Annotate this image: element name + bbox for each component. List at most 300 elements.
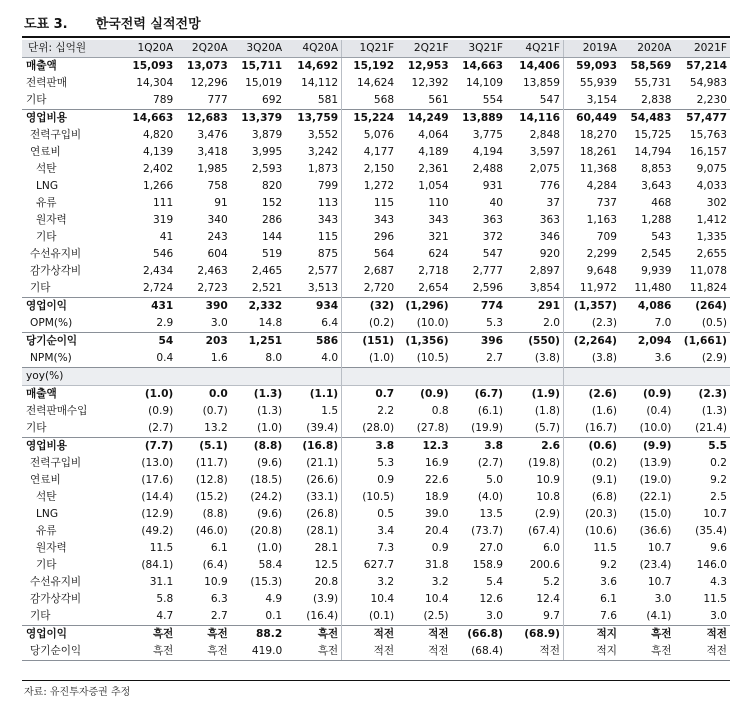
table-cell: 3,242: [307, 146, 339, 158]
table-cell: 624: [428, 248, 449, 260]
table-cell: 5.3: [486, 317, 504, 329]
row-label: 전력구입비: [30, 129, 82, 141]
table-cell: (11.7): [195, 457, 228, 469]
table-cell: 11.5: [149, 542, 174, 554]
table-cell: (10.5): [342, 489, 397, 506]
table-cell: 흑전: [620, 626, 674, 644]
table-cell: 10.4: [342, 591, 397, 608]
table-cell: (1.0): [257, 542, 283, 554]
table-cell: 13.2: [204, 422, 228, 434]
table-cell: 4,189: [418, 146, 449, 158]
row-label: 기타: [30, 282, 51, 294]
table-cell: 흑전: [176, 626, 230, 644]
table-cell: 203: [176, 333, 230, 351]
table-cell: 9.7: [543, 610, 561, 622]
table-cell: [123, 368, 176, 386]
table-cell: 3,476: [197, 129, 228, 141]
row-label: OPM(%): [30, 317, 73, 329]
table-cell: 15,019: [245, 77, 283, 89]
table-cell: 14.8: [258, 317, 283, 329]
table-cell: (19.9): [471, 422, 504, 434]
table-cell: 2.5: [710, 491, 727, 503]
table-cell: 4.7: [156, 610, 174, 622]
table-cell: 12.3: [397, 438, 451, 456]
table-cell: (36.6): [639, 525, 672, 537]
table-cell: 27.0: [479, 542, 504, 554]
table-cell: (0.6): [564, 438, 620, 456]
table-cell: (1.3): [253, 388, 283, 400]
table-cell: 546: [153, 248, 174, 260]
row-label: 영업비용: [22, 110, 123, 128]
table-cell: (1.3): [257, 405, 283, 417]
table-cell: (2.9): [701, 352, 727, 364]
table-cell: 820: [261, 180, 283, 192]
table-row: [22, 540, 730, 557]
table-cell: 0.9: [342, 472, 397, 489]
row-label: 전력판매수입: [26, 405, 88, 417]
earnings-forecast-table: [22, 40, 730, 661]
table-cell: 3.0: [654, 593, 672, 605]
row-label: 기타: [26, 94, 47, 106]
table-cell: 59,093: [564, 58, 620, 76]
column-header: 2Q21F: [397, 40, 451, 58]
table-cell: (12.8): [195, 474, 228, 486]
table-cell: 8,853: [641, 163, 672, 175]
table-cell: 2,724: [142, 282, 174, 294]
table-cell: (15.0): [639, 508, 672, 520]
table-cell: 55,939: [564, 75, 620, 92]
table-cell: 91: [214, 197, 228, 209]
table-cell: (17.6): [141, 474, 174, 486]
row-label: 영업비용: [22, 438, 123, 456]
table-cell: 5.8: [156, 593, 174, 605]
row-label: 영업이익: [22, 298, 123, 316]
table-cell: (24.2): [250, 491, 283, 503]
table-cell: 2,655: [696, 248, 727, 260]
table-cell: (14.4): [141, 491, 174, 503]
table-cell: (16.7): [564, 420, 620, 438]
table-cell: 3.0: [486, 610, 504, 622]
table-cell: 10.9: [536, 474, 561, 486]
table-cell: 1,251: [231, 333, 285, 351]
table-cell: 16,157: [689, 146, 727, 158]
table-cell: 627.7: [342, 557, 397, 574]
table-cell: 3.4: [342, 523, 397, 540]
table-cell: 568: [342, 92, 397, 110]
table-row: [22, 263, 730, 280]
table-cell: 561: [428, 94, 449, 106]
table-cell: 2,150: [342, 161, 397, 178]
title-rule: [22, 36, 730, 38]
column-header: 1Q20A: [123, 40, 176, 58]
table-cell: 777: [207, 94, 228, 106]
table-cell: (15.3): [250, 576, 283, 588]
row-label: 영업이익: [22, 626, 123, 644]
table-cell: 9.6: [710, 542, 727, 554]
table-row: [22, 386, 730, 404]
table-cell: [452, 368, 506, 386]
table-cell: (0.1): [342, 608, 397, 626]
row-label: 연료비: [30, 474, 61, 486]
table-cell: 3.6: [564, 574, 620, 591]
table-cell: (5.7): [534, 422, 561, 434]
table-cell: 54,983: [689, 77, 727, 89]
table-cell: (3.9): [313, 593, 339, 605]
table-cell: (0.9): [420, 388, 449, 400]
table-cell: 10.7: [703, 508, 727, 520]
table-cell: 343: [428, 214, 449, 226]
table-cell: 16.9: [424, 457, 449, 469]
table-cell: 3,513: [307, 282, 339, 294]
table-row: [22, 523, 730, 540]
table-row: [22, 506, 730, 523]
table-cell: (16.4): [306, 610, 339, 622]
table-cell: 0.5: [342, 506, 397, 523]
table-cell: (6.1): [477, 405, 504, 417]
row-label: 석탄: [36, 491, 57, 503]
table-cell: 2.2: [342, 403, 397, 420]
table-cell: (49.2): [141, 525, 174, 537]
table-cell: 3,643: [641, 180, 672, 192]
table-cell: 543: [651, 231, 672, 243]
table-cell: 15,763: [689, 129, 727, 141]
table-cell: 3.0: [710, 610, 727, 622]
table-cell: 31.8: [424, 559, 449, 571]
table-cell: 흑전: [176, 643, 230, 661]
table-cell: (2.3): [564, 315, 620, 333]
table-cell: 799: [317, 180, 339, 192]
table-cell: 2,838: [641, 94, 672, 106]
table-cell: 11.5: [564, 540, 620, 557]
yoy-section-row: [22, 368, 730, 386]
table-cell: 144: [261, 231, 283, 243]
table-cell: 40: [489, 197, 504, 209]
table-cell: 3,879: [251, 129, 283, 141]
table-cell: (23.4): [639, 559, 672, 571]
row-label: LNG: [36, 508, 59, 520]
table-cell: (1.6): [564, 403, 620, 420]
table-cell: 9.2: [564, 557, 620, 574]
table-cell: (1,296): [397, 298, 451, 316]
table-cell: 15,192: [342, 58, 397, 76]
table-cell: 18,261: [564, 144, 620, 161]
table-cell: (1.1): [309, 388, 339, 400]
table-cell: (1,357): [564, 298, 620, 316]
table-cell: (33.1): [306, 491, 339, 503]
row-label: 기타: [26, 422, 47, 434]
table-cell: 431: [123, 298, 176, 316]
table-cell: 2,488: [472, 163, 504, 175]
table-cell: 12.5: [314, 559, 339, 571]
table-cell: 776: [539, 180, 561, 192]
table-cell: 554: [482, 94, 504, 106]
table-cell: [231, 368, 285, 386]
table-cell: (0.9): [642, 388, 672, 400]
table-row: [22, 455, 730, 472]
column-header: 3Q20A: [231, 40, 285, 58]
table-cell: (66.8): [452, 626, 506, 644]
table-cell: 88.2: [231, 626, 285, 644]
table-cell: 758: [207, 180, 228, 192]
table-cell: 14,109: [465, 77, 504, 89]
table-cell: 604: [207, 248, 228, 260]
table-cell: 4,033: [696, 180, 727, 192]
table-cell: 2,545: [641, 248, 672, 260]
table-cell: (28.1): [306, 525, 339, 537]
table-cell: (0.5): [701, 317, 727, 329]
table-cell: 419.0: [231, 643, 285, 661]
table-cell: 2,654: [418, 282, 449, 294]
table-cell: (1.9): [531, 388, 561, 400]
table-cell: (6.8): [564, 489, 620, 506]
table-cell: 흑전: [123, 626, 176, 644]
table-cell: 789: [153, 94, 174, 106]
table-cell: 692: [261, 94, 283, 106]
table-cell: (19.8): [528, 457, 561, 469]
table-cell: (73.7): [471, 525, 504, 537]
table-cell: 12.4: [536, 593, 561, 605]
table-cell: (550): [506, 333, 563, 351]
table-cell: 흑전: [285, 626, 341, 644]
table-cell: (1.8): [534, 405, 561, 417]
table-cell: (2.6): [564, 386, 620, 404]
table-cell: (0.4): [646, 405, 672, 417]
table-row: [22, 643, 730, 661]
table-cell: (1.0): [144, 388, 174, 400]
column-header: 2019A: [564, 40, 620, 58]
table-cell: 2,465: [251, 265, 283, 277]
table-cell: 4,064: [418, 129, 449, 141]
row-label: LNG: [36, 180, 59, 192]
column-header: 1Q21F: [342, 40, 397, 58]
table-cell: (4.1): [646, 610, 672, 622]
table-cell: 243: [207, 231, 228, 243]
table-cell: (3.8): [534, 352, 561, 364]
table-cell: (2.7): [477, 457, 504, 469]
table-cell: 343: [317, 214, 339, 226]
table-cell: (26.8): [306, 508, 339, 520]
table-cell: 11,078: [689, 265, 727, 277]
column-header: 2021F: [674, 40, 730, 58]
table-cell: [397, 368, 451, 386]
table-cell: 55,731: [634, 77, 672, 89]
table-cell: 8.0: [265, 352, 283, 364]
table-cell: 흑전: [285, 643, 341, 661]
table-row: [22, 144, 730, 161]
table-cell: 774: [452, 298, 506, 316]
table-cell: 54,483: [620, 110, 674, 128]
table-cell: 1.6: [210, 352, 228, 364]
table-cell: 737: [564, 195, 620, 212]
table-cell: 11.5: [703, 593, 727, 605]
table-cell: 0.2: [710, 457, 727, 469]
table-row: [22, 315, 730, 333]
table-cell: (4.0): [477, 491, 504, 503]
row-label: 수선유지비: [30, 576, 82, 588]
table-cell: (84.1): [141, 559, 174, 571]
table-cell: (13.9): [639, 457, 672, 469]
table-cell: 12,953: [407, 60, 449, 72]
table-cell: 1,412: [696, 214, 727, 226]
table-cell: 14,663: [123, 110, 176, 128]
table-cell: (9.1): [564, 472, 620, 489]
table-cell: 18.9: [424, 491, 449, 503]
table-cell: 321: [428, 231, 449, 243]
table-row: [22, 350, 730, 368]
table-cell: (2.9): [534, 508, 561, 520]
table-cell: 363: [539, 214, 561, 226]
table-cell: 4.9: [265, 593, 283, 605]
table-cell: 3,597: [529, 146, 561, 158]
table-cell: (9.9): [620, 438, 674, 456]
table-cell: 흑전: [123, 643, 176, 661]
table-cell: 18,270: [564, 127, 620, 144]
table-cell: 3.8: [342, 438, 397, 456]
row-label: 석탄: [36, 163, 57, 175]
column-header: 3Q21F: [452, 40, 506, 58]
table-cell: 흑전: [620, 643, 674, 661]
table-cell: 2.7: [210, 610, 228, 622]
table-cell: 934: [285, 298, 341, 316]
table-cell: (0.2): [342, 315, 397, 333]
table-cell: (2.3): [698, 388, 727, 400]
table-cell: 2,593: [251, 163, 283, 175]
table-cell: 4,194: [472, 146, 504, 158]
table-cell: (1,356): [397, 333, 451, 351]
table-cell: (28.0): [342, 420, 397, 438]
table-row: [22, 58, 730, 76]
table-cell: 10.9: [204, 576, 228, 588]
table-row: [22, 110, 730, 128]
table-cell: 1,335: [696, 231, 727, 243]
table-cell: (21.4): [695, 422, 727, 434]
table-cell: 0.4: [156, 352, 174, 364]
table-cell: 3.2: [342, 574, 397, 591]
column-header: 2020A: [620, 40, 674, 58]
table-cell: 22.6: [424, 474, 449, 486]
table-cell: 547: [482, 248, 504, 260]
unit-label: 단위: 십억원: [22, 40, 123, 58]
table-cell: 57,214: [686, 60, 727, 72]
table-cell: (9.6): [257, 457, 283, 469]
table-cell: 11,824: [689, 282, 727, 294]
table-cell: 0.9: [431, 542, 449, 554]
table-cell: 3.8: [452, 438, 506, 456]
table-cell: 2.9: [156, 317, 174, 329]
table-cell: 15,725: [634, 129, 672, 141]
table-cell: 2,720: [342, 280, 397, 298]
row-label: 매출액: [26, 60, 57, 72]
table-cell: 2,332: [231, 298, 285, 316]
row-label: 원자력: [36, 214, 67, 226]
table-cell: 57,477: [674, 110, 730, 128]
table-row: [22, 557, 730, 574]
table-header-row: [22, 40, 730, 58]
table-row: [22, 438, 730, 456]
table-cell: (32): [342, 298, 397, 316]
source-note: 자료: 유진투자증권 추정: [24, 687, 131, 698]
row-label: 기타: [36, 231, 57, 243]
table-cell: 31.1: [149, 576, 174, 588]
table-row: [22, 92, 730, 110]
table-cell: 58.4: [258, 559, 283, 571]
table-cell: (1.0): [257, 422, 283, 434]
table-cell: 1,054: [418, 180, 449, 192]
table-row: [22, 591, 730, 608]
table-cell: 15,224: [342, 110, 397, 128]
table-cell: 2,723: [197, 282, 228, 294]
table-cell: 2,521: [251, 282, 283, 294]
table-cell: 12,392: [411, 77, 449, 89]
table-cell: 12.6: [479, 593, 504, 605]
row-label: 기타: [36, 559, 57, 571]
table-cell: 3,995: [251, 146, 283, 158]
table-cell: (0.2): [564, 455, 620, 472]
table-cell: [342, 368, 397, 386]
table-cell: 9,648: [564, 263, 620, 280]
table-row: [22, 489, 730, 506]
table-cell: 12,683: [176, 110, 230, 128]
table-cell: 2,577: [307, 265, 339, 277]
table-cell: 58,569: [630, 60, 672, 72]
table-cell: 13.5: [479, 508, 504, 520]
table-cell: 5.2: [543, 576, 561, 588]
table-cell: 2.0: [543, 317, 561, 329]
table-cell: 14,249: [397, 110, 451, 128]
table-cell: [620, 368, 674, 386]
table-cell: (16.8): [285, 438, 341, 456]
table-row: [22, 246, 730, 263]
table-row: [22, 229, 730, 246]
table-cell: (18.5): [250, 474, 283, 486]
table-cell: 14,116: [506, 110, 563, 128]
table-cell: 20.4: [424, 525, 449, 537]
table-cell: 0.7: [342, 386, 397, 404]
table-cell: 13,859: [522, 77, 561, 89]
table-cell: 291: [506, 298, 563, 316]
table-cell: 28.1: [314, 542, 339, 554]
table-cell: 158.9: [472, 559, 504, 571]
table-cell: 468: [651, 197, 672, 209]
row-label: yoy(%): [22, 368, 123, 386]
table-cell: 146.0: [696, 559, 727, 571]
table-cell: [176, 368, 230, 386]
table-row: [22, 298, 730, 316]
table-cell: 113: [317, 197, 339, 209]
row-label: 매출액: [26, 388, 57, 400]
row-label: 유류: [36, 525, 57, 537]
table-cell: 6.1: [564, 591, 620, 608]
table-cell: (15.2): [195, 491, 228, 503]
table-cell: (6.4): [202, 559, 228, 571]
table-cell: 9.2: [710, 474, 727, 486]
table-cell: 6.4: [321, 317, 339, 329]
table-cell: 111: [153, 197, 174, 209]
table-cell: 564: [342, 246, 397, 263]
table-cell: 519: [261, 248, 283, 260]
table-cell: [285, 368, 341, 386]
table-cell: (264): [674, 298, 730, 316]
table-cell: 적전: [674, 626, 730, 644]
table-cell: (1.3): [701, 405, 727, 417]
table-row: [22, 420, 730, 438]
table-cell: 적전: [342, 643, 397, 661]
table-cell: 10.7: [647, 576, 672, 588]
table-cell: 60,449: [564, 110, 620, 128]
table-cell: 363: [482, 214, 504, 226]
table-cell: 11,480: [634, 282, 672, 294]
table-cell: 340: [207, 214, 228, 226]
